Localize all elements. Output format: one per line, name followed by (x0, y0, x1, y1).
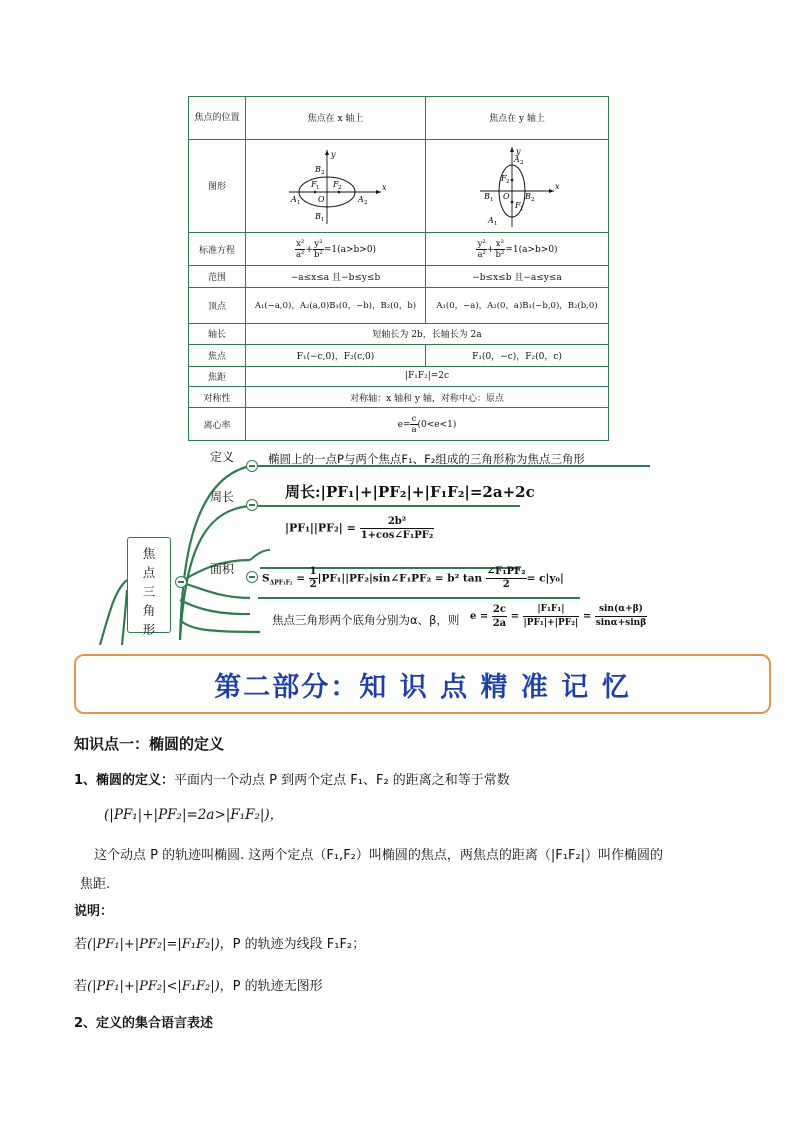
section-banner (74, 654, 771, 714)
svg-text:2: 2 (363, 199, 367, 206)
svg-text:1: 1 (490, 196, 494, 203)
collapse-icon[interactable] (246, 571, 258, 583)
graph-y-cell (426, 139, 609, 232)
svg-text:A: A (488, 215, 494, 225)
collapse-icon[interactable] (175, 576, 187, 588)
table-row (189, 232, 609, 265)
mindmap-definition-text: 椭圆上的一点P与两个焦点F₁、F₂组成的三角形称为焦点三角形 (268, 452, 585, 466)
symmetry: 对称轴：x 轴和 y 轴，对称中心：原点 (246, 387, 609, 408)
svg-text:B: B (314, 164, 321, 174)
table-row (189, 139, 609, 232)
svg-text:2: 2 (506, 178, 510, 185)
range-x: −a≤x≤a 且−b≤y≤b (246, 266, 426, 287)
table-row (189, 387, 609, 408)
mindmap-area-label: 面积 (210, 562, 235, 576)
svg-text:F: F (515, 200, 521, 210)
definition-body: 平面内一个动点 P 到两个定点 F₁、F₂ 的距离之和等于常数 (174, 773, 510, 788)
ellipse-x-graph (281, 146, 391, 226)
row-label: 离心率 (189, 408, 246, 441)
area-formula-1: |PF₁||PF₂| = $\frac{\text{2b²}}{\text{1+cos∠F₁PF₂}}$ (285, 516, 434, 541)
svg-text:2: 2 (320, 169, 324, 176)
y-axis-label: y (330, 149, 336, 159)
svg-text:x: x (555, 181, 560, 191)
table-row (189, 97, 609, 140)
svg-text:A: A (514, 154, 520, 164)
svg-text:A: A (357, 194, 364, 204)
root-label: 焦点三角形 (142, 546, 156, 637)
section-title: 知识点一：椭圆的定义 (74, 735, 225, 753)
perimeter-formula: 周长:|PF₁|+|PF₂|+|F₁F₂|=2a+2c (285, 483, 535, 501)
table-row (189, 344, 609, 366)
collapse-icon[interactable] (246, 499, 258, 511)
row-label: 轴长 (189, 324, 246, 344)
vertex-x: A₁(−a,0)，A₂(a,0)B₁(0，−b)，B₂(0，b) (246, 287, 426, 324)
banner-title: 第二部分：知 识 点 精 准 记 忆 (214, 671, 631, 703)
table-row (189, 287, 609, 324)
svg-text:1: 1 (315, 184, 319, 191)
definition-condition: (|PF₁|+|PF₂|=2a>|F₁F₂|)， (104, 807, 284, 823)
axis-length: 短轴长为 2b，长轴长为 2a (246, 324, 609, 344)
focal-distance: |F₁F₂|=2c (246, 366, 609, 386)
mindmap-definition-label: 定义 (210, 450, 235, 464)
table-row (189, 408, 609, 441)
row-label: 图形 (189, 139, 246, 232)
mindmap-perimeter-label: 周长 (210, 490, 235, 504)
svg-text:O: O (317, 194, 325, 204)
focus-y: F₁(0，−c)，F₂(0，c) (426, 344, 609, 366)
header-x-axis: 焦点在 x 轴上 (246, 97, 426, 140)
graph-x-cell (246, 139, 426, 232)
range-y: −b≤x≤b 且−a≤y≤a (426, 266, 609, 287)
definition-heading: 1、椭圆的定义： (74, 773, 175, 788)
svg-text:B: B (525, 191, 531, 201)
definition-line-3: 焦距. (80, 877, 111, 892)
svg-text:B: B (314, 211, 321, 221)
svg-text:A: A (290, 194, 297, 204)
row-label: 标准方程 (189, 232, 246, 265)
definition-line (74, 769, 510, 788)
ecc-triangle-text: 焦点三角形两个底角分别为α、β，则 (272, 613, 460, 627)
svg-text:1: 1 (296, 199, 300, 206)
row-label: 焦距 (189, 366, 246, 386)
ellipse-properties-table (188, 96, 609, 441)
ecc-triangle-formula: e = $\frac{2c}{2a}$ = $\frac{\text{|F₁F₁|}}{\text{|PF₁|+|PF₂|}}$ = $\frac{\sin(\alpha+\beta)}{\sin\alpha+\sin\beta}$ (470, 604, 647, 629)
table-row (189, 324, 609, 344)
row-label: 对称性 (189, 387, 246, 408)
definition-line-2: 这个动点 P 的轨迹叫椭圆. 这两个定点（F₁,F₂）叫椭圆的焦点，两焦点的距离（|F₁F₂|）叫作椭圆的 (94, 848, 664, 863)
area-formula-2: $S_{\Delta PF_1F_2}$ = $\frac{1}{2}$ |PF₁||PF₂|sin∠F₁PF₂ = b² tan $\frac{\text{∠F₁PF₂}}{2}$ = c|y₀| (262, 566, 564, 590)
svg-text:y: y (516, 146, 521, 156)
subsection-2: 2、定义的集合语言表述 (74, 1016, 214, 1031)
vertex-y: A₁(0，−a)，A₂(0，a)B₁(−b,0)，B₂(b,0) (426, 287, 609, 324)
note-heading: 说明： (74, 904, 114, 919)
eccentricity: e= $\frac{c}{a}$ (0<e<1) (246, 408, 609, 441)
svg-text:F: F (501, 173, 507, 183)
table-row (189, 266, 609, 287)
std-eq-y: $\frac{\text{y²}}{\text{a²}}$ + $\frac{\text{x²}}{\text{b²}}$ =1(a>b>0) (426, 232, 609, 265)
svg-text:O: O (503, 191, 510, 201)
collapse-icon[interactable] (246, 460, 258, 472)
svg-text:F: F (310, 179, 317, 189)
note-1: 若(|PF₁|+|PF₂|=|F₁F₂|)，P 的轨迹为线段 F₁F₂； (74, 937, 366, 952)
row-label: 范围 (189, 266, 246, 287)
std-eq-x: $\frac{\text{x²}}{\text{a²}}$ + $\frac{\text{y²}}{\text{b²}}$ =1(a>b>0) (246, 232, 426, 265)
svg-text:1: 1 (320, 216, 324, 223)
header-cell: 焦点的位置 (189, 97, 246, 140)
table-row (189, 366, 609, 386)
header-y-axis: 焦点在 y 轴上 (426, 97, 609, 140)
note-2: 若(|PF₁|+|PF₂|<|F₁F₂|)，P 的轨迹无图形 (74, 979, 323, 994)
row-label: 焦点 (189, 344, 246, 366)
svg-text:2: 2 (520, 159, 524, 166)
ellipse-y-graph (472, 143, 562, 229)
svg-text:F: F (332, 179, 339, 189)
svg-text:2: 2 (531, 196, 535, 203)
row-label: 顶点 (189, 287, 246, 324)
x-axis-label: x (381, 182, 387, 192)
svg-text:B: B (484, 191, 490, 201)
svg-text:1: 1 (520, 205, 524, 212)
focus-x: F₁(−c,0)，F₂(c,0) (246, 344, 426, 366)
svg-text:2: 2 (337, 184, 341, 191)
mindmap-root-node (127, 537, 171, 637)
svg-text:1: 1 (494, 220, 498, 227)
